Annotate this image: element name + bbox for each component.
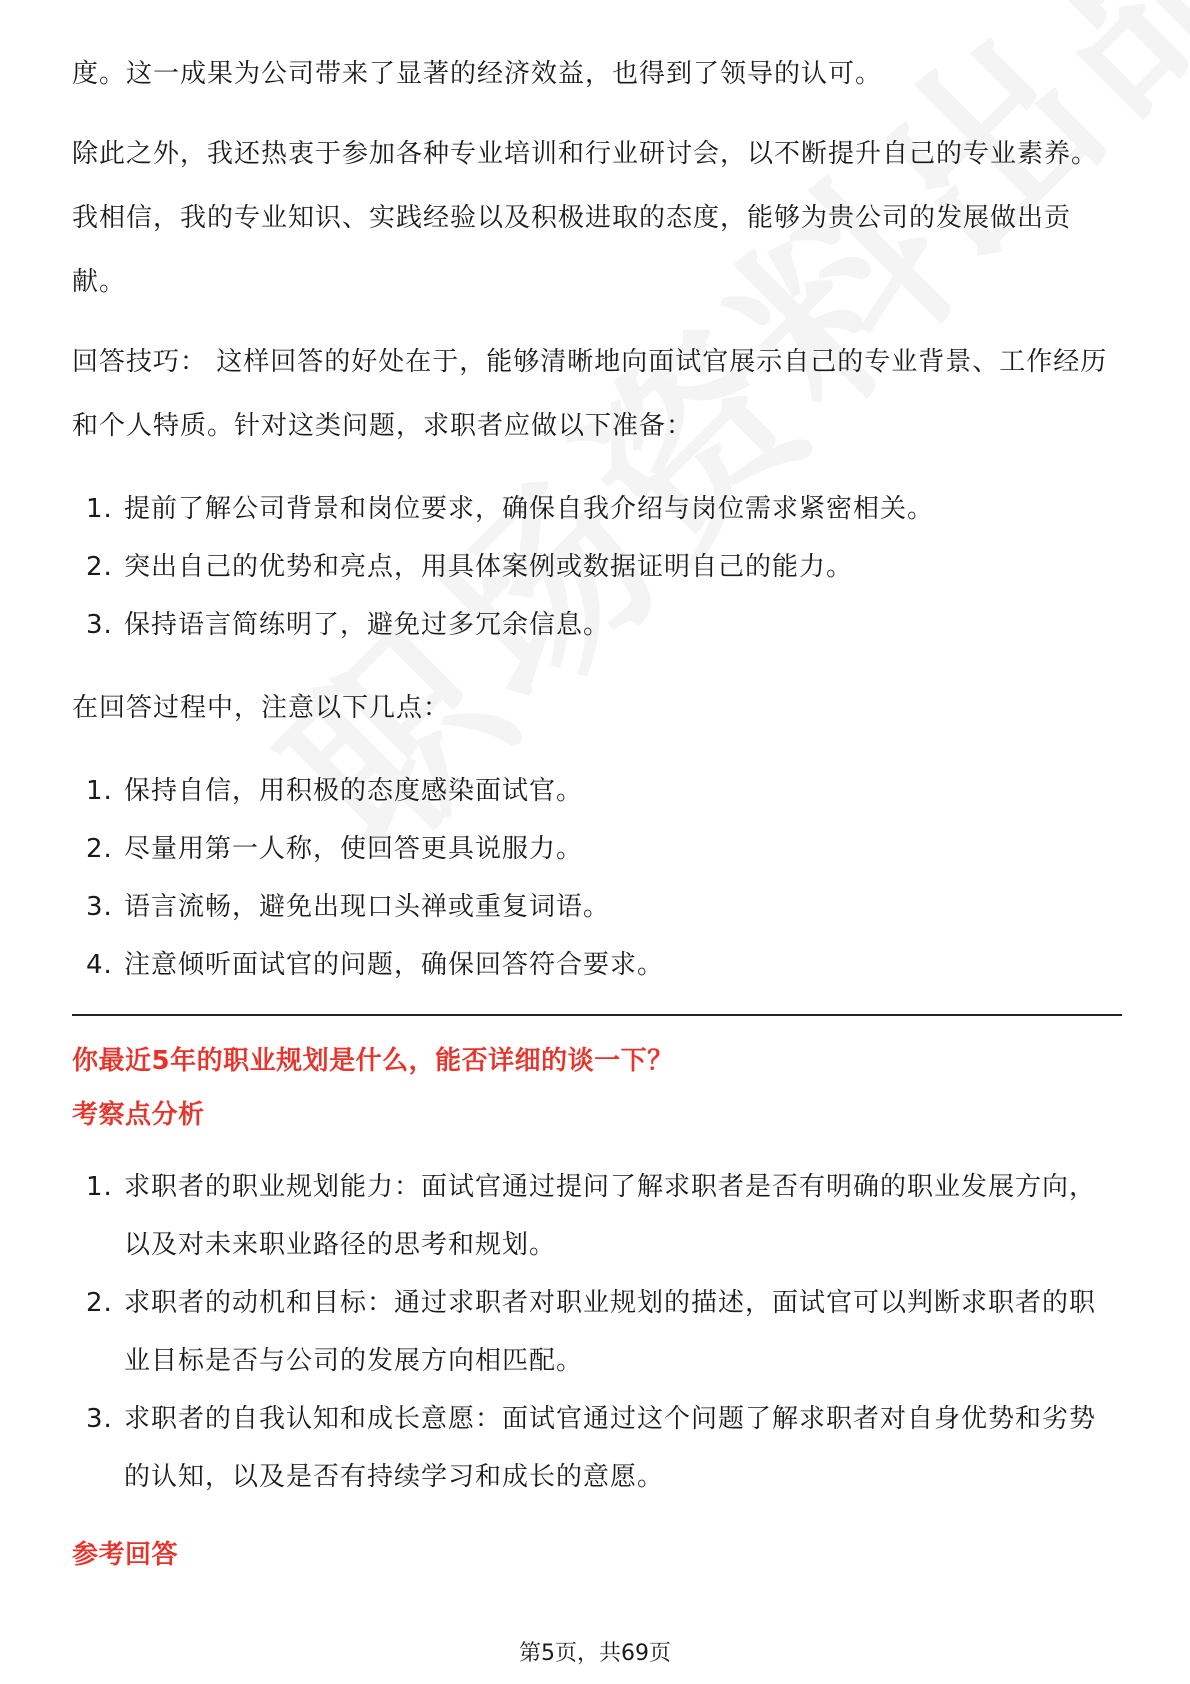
tips-paragraph: 回答技巧： 这样回答的好处在于，能够清晰地向面试官展示自己的专业背景、工作经历和个人特质。针对这类问题，求职者应做以下准备：	[72, 347, 1108, 441]
notes-intro: 在回答过程中，注意以下几点：	[72, 693, 451, 723]
content-column	[72, 42, 1122, 1582]
list-item: 1. 求职者的职业规划能力：面试官通过提问了解求职者是否有明确的职业发展方向，以及对未来职业路径的思考和规划。	[86, 1172, 1097, 1260]
list-item: 3. 保持语言简练明了，避免过多冗余信息。	[86, 610, 611, 640]
list-item: 2. 尽量用第一人称，使回答更具说服力。	[86, 834, 584, 864]
section-divider	[72, 1014, 1122, 1016]
list-item: 3. 语言流畅，避免出现口头禅或重复词语。	[86, 892, 611, 922]
list-item: 3. 求职者的自我认知和成长意愿：面试官通过这个问题了解求职者对自身优势和劣势的认知，以及是否有持续学习和成长的意愿。	[86, 1404, 1097, 1492]
analysis-heading: 考察点分析	[72, 1100, 205, 1130]
notes-list	[72, 762, 1122, 994]
question-heading: 你最近5年的职业规划是什么，能否详细的谈一下？	[72, 1046, 674, 1076]
analysis-list	[72, 1158, 1122, 1506]
intro-paragraph-1: 度。这一成果为公司带来了显著的经济效益，也得到了领导的认可。	[72, 59, 883, 89]
list-item: 2. 突出自己的优势和亮点，用具体案例或数据证明自己的能力。	[86, 552, 854, 582]
prep-list	[72, 480, 1122, 654]
list-item: 1. 提前了解公司背景和岗位要求，确保自我介绍与岗位需求紧密相关。	[86, 494, 935, 524]
answer-heading: 参考回答	[72, 1540, 179, 1570]
list-item: 1. 保持自信，用积极的态度感染面试官。	[86, 776, 584, 806]
list-item: 4. 注意倾听面试官的问题，确保回答符合要求。	[86, 950, 665, 980]
intro-paragraph-2: 除此之外，我还热衷于参加各种专业培训和行业研讨会，以不断提升自己的专业素养。我相信，我的专业知识、实践经验以及积极进取的态度，能够为贵公司的发展做出贡献。	[72, 139, 1099, 297]
list-item: 2. 求职者的动机和目标：通过求职者对职业规划的描述，面试官可以判断求职者的职业目标是否与公司的发展方向相匹配。	[86, 1288, 1097, 1376]
page-footer: 第5页，共69页	[519, 1641, 671, 1666]
